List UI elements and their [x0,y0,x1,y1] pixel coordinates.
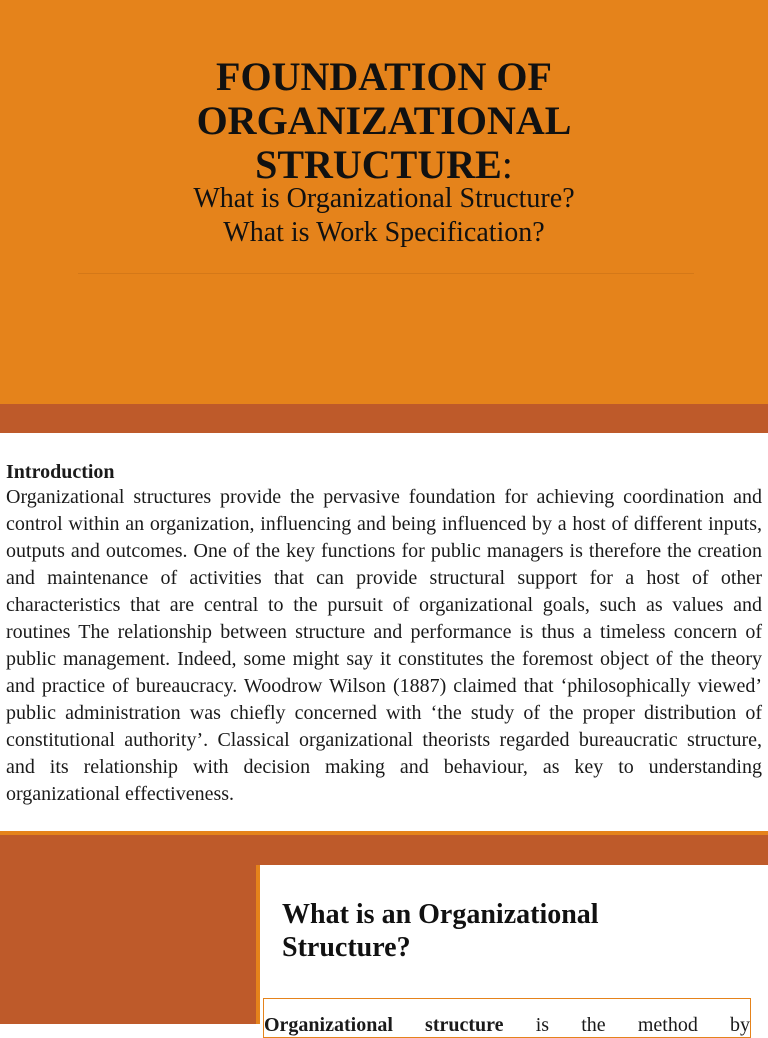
definition-text [264,1013,750,1037]
title-divider [78,273,694,274]
slide-subtitle [0,182,768,250]
title-line-2: ORGANIZATIONAL [196,98,572,143]
slide-title-bottom-band [0,404,768,433]
slide-title-heading [0,55,768,187]
definition-rest: is the method by [503,1014,751,1036]
slide-introduction [0,433,768,831]
title-line-1: FOUNDATION OF [216,54,552,99]
slide-definition-left-panel [0,865,256,1024]
definition-title: What is an Organizational Structure? [282,899,599,963]
introduction-heading: Introduction [6,461,115,483]
title-colon: : [501,142,513,187]
subtitle-line-1: What is Organizational Structure? [193,183,575,214]
title-line-3 [0,143,768,187]
introduction-body: Organizational structures provide the pervasive foundation for achieving coordination and control within an organization, influencing and being influenced by a host of different inputs, outputs and outcomes. One of the key functions for public managers is therefore the creation and maintenance of activities that can provide structural support for a host of other characteristics that are central to the pursuit of organizational goals, such as values and routines The relationship between structure and performance is thus a timeless concern of public management. Indeed, some might say it constitutes the foremost object of the theory and practice of bureaucracy. Woodrow Wilson (1887) claimed that ‘philosophically viewed’ public administration was chiefly concerned with ‘the study of the proper distribution of constitutional authority’. Classical organizational theorists regarded bureaucratic structure, and its relationship with decision making and behaviour, as key to understanding organizational effectiveness. [6,486,762,805]
slide-definition-top-band [0,835,768,865]
definition-term: Organizational structure [264,1014,504,1036]
definition-box [263,998,751,1038]
slide-title [0,0,768,404]
subtitle-line-2: What is Work Specification? [223,217,545,248]
title-line-3-text: STRUCTURE [255,142,502,187]
